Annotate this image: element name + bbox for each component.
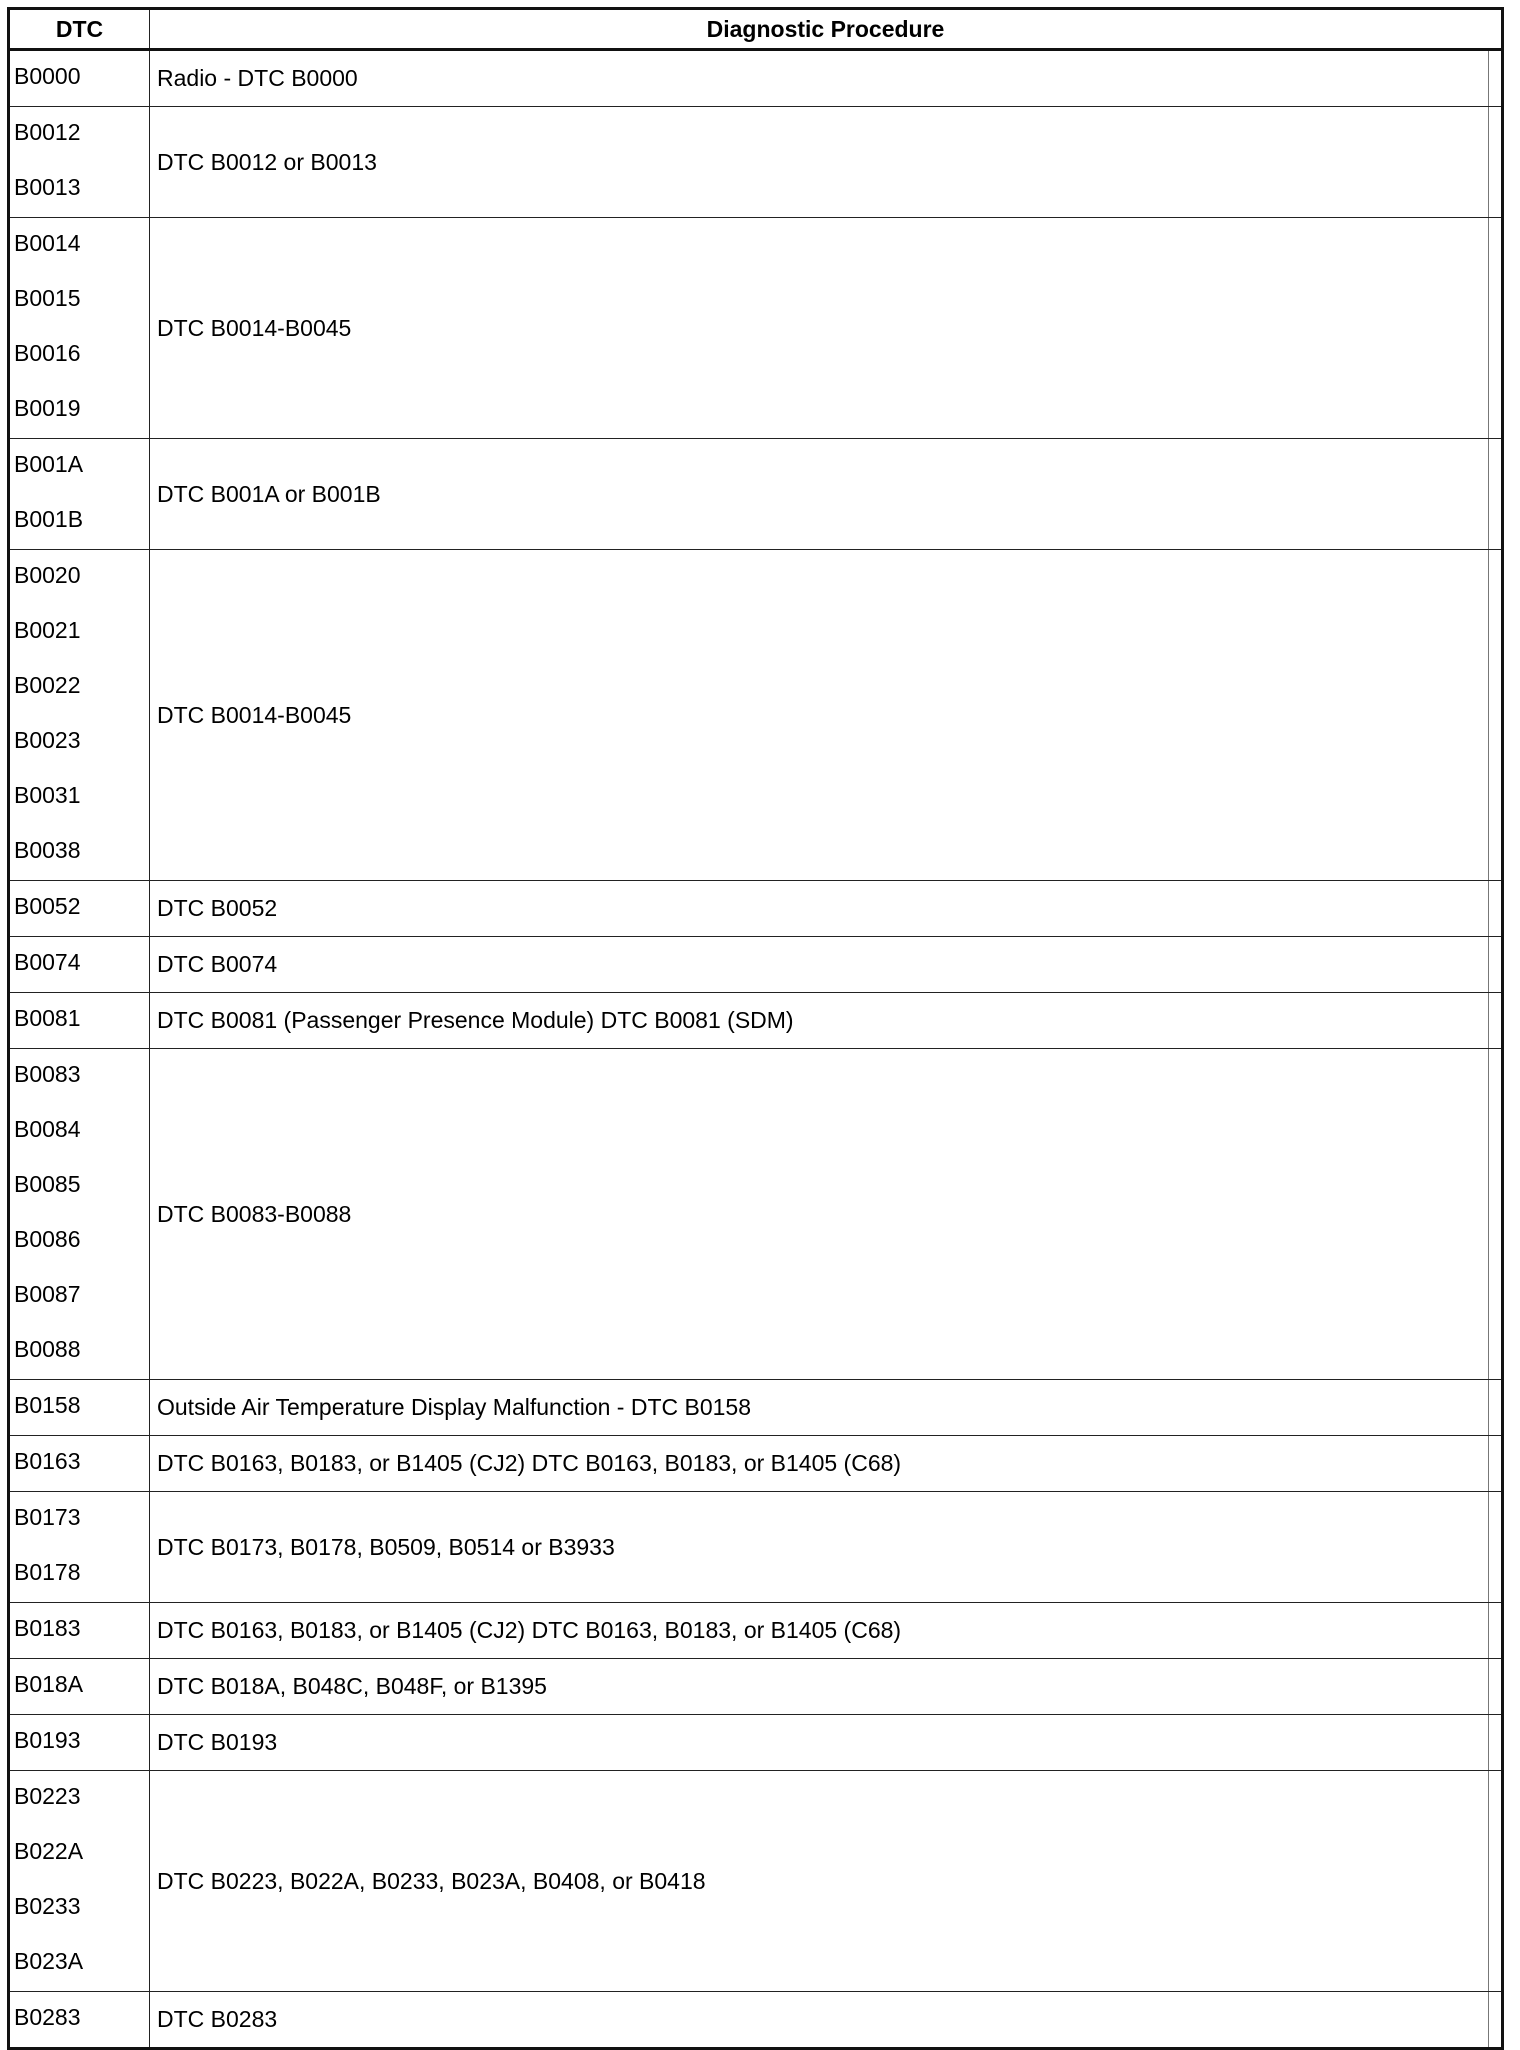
- dtc-code: B0083: [14, 1061, 81, 1087]
- diagnostic-procedure-text: DTC B0081 (Passenger Presence Module) DTC B0081 (SDM): [157, 1007, 794, 1033]
- header-diagnostic-procedure: Diagnostic Procedure: [150, 9, 1503, 50]
- inner-divider: [1488, 1771, 1489, 1991]
- dtc-code: B0173: [14, 1504, 81, 1530]
- table-row: [9, 993, 1503, 1049]
- inner-divider: [1488, 218, 1489, 438]
- diagnostic-procedure-cell: [150, 1049, 1503, 1380]
- diagnostic-procedure-cell: [150, 993, 1503, 1049]
- diagnostic-procedure-text: DTC B0173, B0178, B0509, B0514 or B3933: [157, 1533, 615, 1560]
- inner-divider: [1488, 51, 1489, 106]
- inner-divider: [1488, 439, 1489, 549]
- dtc-code: B0163: [14, 1448, 81, 1474]
- dtc-cell: [9, 550, 150, 881]
- dtc-code: B001A: [14, 451, 84, 477]
- table-row: [9, 881, 1503, 937]
- table-row: [9, 1436, 1503, 1492]
- table-row: [9, 937, 1503, 993]
- diagnostic-procedure-cell: [150, 439, 1503, 550]
- diagnostic-procedure-cell: [150, 1380, 1503, 1436]
- diagnostic-procedure-cell: [150, 1771, 1503, 1992]
- inner-divider: [1488, 1992, 1489, 2047]
- inner-divider: [1488, 1603, 1489, 1658]
- dtc-cell: [9, 1992, 150, 2049]
- dtc-code: B0052: [14, 893, 81, 919]
- inner-divider: [1488, 550, 1489, 880]
- dtc-code: B0013: [14, 174, 81, 200]
- diagnostic-procedure-cell: [150, 1992, 1503, 2049]
- dtc-cell: [9, 1603, 150, 1659]
- dtc-code: B0223: [14, 1783, 81, 1809]
- table-row: [9, 1659, 1503, 1715]
- diagnostic-procedure-cell: [150, 1603, 1503, 1659]
- dtc-code: B0015: [14, 285, 81, 311]
- dtc-cell: [9, 107, 150, 218]
- table-body: [9, 50, 1503, 2049]
- dtc-cell: [9, 1492, 150, 1603]
- table-row: [9, 1992, 1503, 2049]
- diagnostic-procedure-cell: [150, 107, 1503, 218]
- dtc-cell: [9, 50, 150, 107]
- diagnostic-procedure-cell: [150, 881, 1503, 937]
- dtc-cell: [9, 1659, 150, 1715]
- dtc-code: B0088: [14, 1336, 81, 1362]
- table-header: [9, 9, 1503, 50]
- diagnostic-procedure-cell: [150, 937, 1503, 993]
- dtc-cell: [9, 439, 150, 550]
- table-row: [9, 107, 1503, 218]
- diagnostic-procedure-text: DTC B0193: [157, 1729, 278, 1755]
- header-row: [9, 9, 1503, 50]
- dtc-code: B0000: [14, 63, 81, 89]
- inner-divider: [1488, 937, 1489, 992]
- table-row: [9, 1715, 1503, 1771]
- dtc-code: B0283: [14, 2004, 81, 2030]
- inner-divider: [1488, 993, 1489, 1048]
- diagnostic-procedure-text: DTC B0074: [157, 951, 278, 977]
- dtc-code: B0016: [14, 340, 81, 366]
- inner-divider: [1488, 1492, 1489, 1602]
- diagnostic-procedure-text: Radio - DTC B0000: [157, 65, 358, 91]
- dtc-code: B0031: [14, 782, 81, 808]
- diagnostic-procedure-text: Outside Air Temperature Display Malfunction - DTC B0158: [157, 1394, 752, 1420]
- dtc-code: B0178: [14, 1559, 81, 1585]
- dtc-code: B0020: [14, 562, 81, 588]
- diagnostic-procedure-cell: [150, 50, 1503, 107]
- diagnostic-procedure-text: DTC B0014-B0045: [157, 701, 352, 728]
- table-row: [9, 218, 1503, 439]
- dtc-code: B0086: [14, 1226, 81, 1252]
- dtc-code: B0233: [14, 1893, 81, 1919]
- dtc-code: B0158: [14, 1392, 81, 1418]
- dtc-code: B0023: [14, 727, 81, 753]
- table-row: [9, 1603, 1503, 1659]
- diagnostic-procedure-text: DTC B018A, B048C, B048F, or B1395: [157, 1673, 547, 1699]
- diagnostic-procedure-cell: [150, 1659, 1503, 1715]
- dtc-code: B0084: [14, 1116, 81, 1142]
- inner-divider: [1488, 1436, 1489, 1491]
- dtc-code: B0074: [14, 949, 81, 975]
- table-row: [9, 1771, 1503, 1992]
- diagnostic-procedure-text: DTC B0052: [157, 895, 278, 921]
- inner-divider: [1488, 1049, 1489, 1379]
- table-row: [9, 1492, 1503, 1603]
- dtc-code: B0087: [14, 1281, 81, 1307]
- inner-divider: [1488, 1380, 1489, 1435]
- dtc-code: B0183: [14, 1615, 81, 1641]
- table-row: [9, 550, 1503, 881]
- dtc-cell: [9, 218, 150, 439]
- dtc-code: B0081: [14, 1005, 81, 1031]
- diagnostic-procedure-text: DTC B0223, B022A, B0233, B023A, B0408, or B0418: [157, 1867, 706, 1894]
- dtc-code: B0022: [14, 672, 81, 698]
- dtc-code: B001B: [14, 506, 84, 532]
- inner-divider: [1488, 1715, 1489, 1770]
- dtc-cell: [9, 1771, 150, 1992]
- diagnostic-procedure-cell: [150, 1436, 1503, 1492]
- table-row: [9, 1380, 1503, 1436]
- dtc-code: B022A: [14, 1838, 84, 1864]
- table-row: [9, 1049, 1503, 1380]
- dtc-cell: [9, 993, 150, 1049]
- dtc-table: [7, 7, 1504, 2050]
- dtc-cell: [9, 937, 150, 993]
- inner-divider: [1488, 1659, 1489, 1714]
- inner-divider: [1488, 881, 1489, 936]
- diagnostic-procedure-cell: [150, 1492, 1503, 1603]
- dtc-cell: [9, 1715, 150, 1771]
- diagnostic-procedure-text: DTC B0163, B0183, or B1405 (CJ2) DTC B0163, B0183, or B1405 (C68): [157, 1450, 902, 1476]
- dtc-cell: [9, 1436, 150, 1492]
- dtc-code: B0012: [14, 119, 81, 145]
- dtc-cell: [9, 1049, 150, 1380]
- dtc-code: B0014: [14, 230, 81, 256]
- dtc-code: B0193: [14, 1727, 81, 1753]
- diagnostic-procedure-text: DTC B0014-B0045: [157, 314, 352, 341]
- dtc-code: B0038: [14, 837, 81, 863]
- table-row: [9, 50, 1503, 107]
- header-dtc: DTC: [9, 9, 150, 50]
- dtc-cell: [9, 881, 150, 937]
- table-row: [9, 439, 1503, 550]
- dtc-code: B018A: [14, 1671, 84, 1697]
- diagnostic-procedure-cell: [150, 1715, 1503, 1771]
- dtc-code: B0019: [14, 395, 81, 421]
- diagnostic-procedure-text: DTC B0163, B0183, or B1405 (CJ2) DTC B0163, B0183, or B1405 (C68): [157, 1617, 902, 1643]
- diagnostic-procedure-text: DTC B0283: [157, 2006, 278, 2032]
- diagnostic-procedure-text: DTC B0012 or B0013: [157, 148, 377, 175]
- inner-divider: [1488, 107, 1489, 217]
- dtc-code: B023A: [14, 1948, 84, 1974]
- diagnostic-procedure-text: DTC B0083-B0088: [157, 1200, 352, 1227]
- dtc-code: B0085: [14, 1171, 81, 1197]
- diagnostic-procedure-cell: [150, 550, 1503, 881]
- diagnostic-procedure-text: DTC B001A or B001B: [157, 480, 381, 507]
- dtc-code: B0021: [14, 617, 81, 643]
- dtc-cell: [9, 1380, 150, 1436]
- diagnostic-procedure-cell: [150, 218, 1503, 439]
